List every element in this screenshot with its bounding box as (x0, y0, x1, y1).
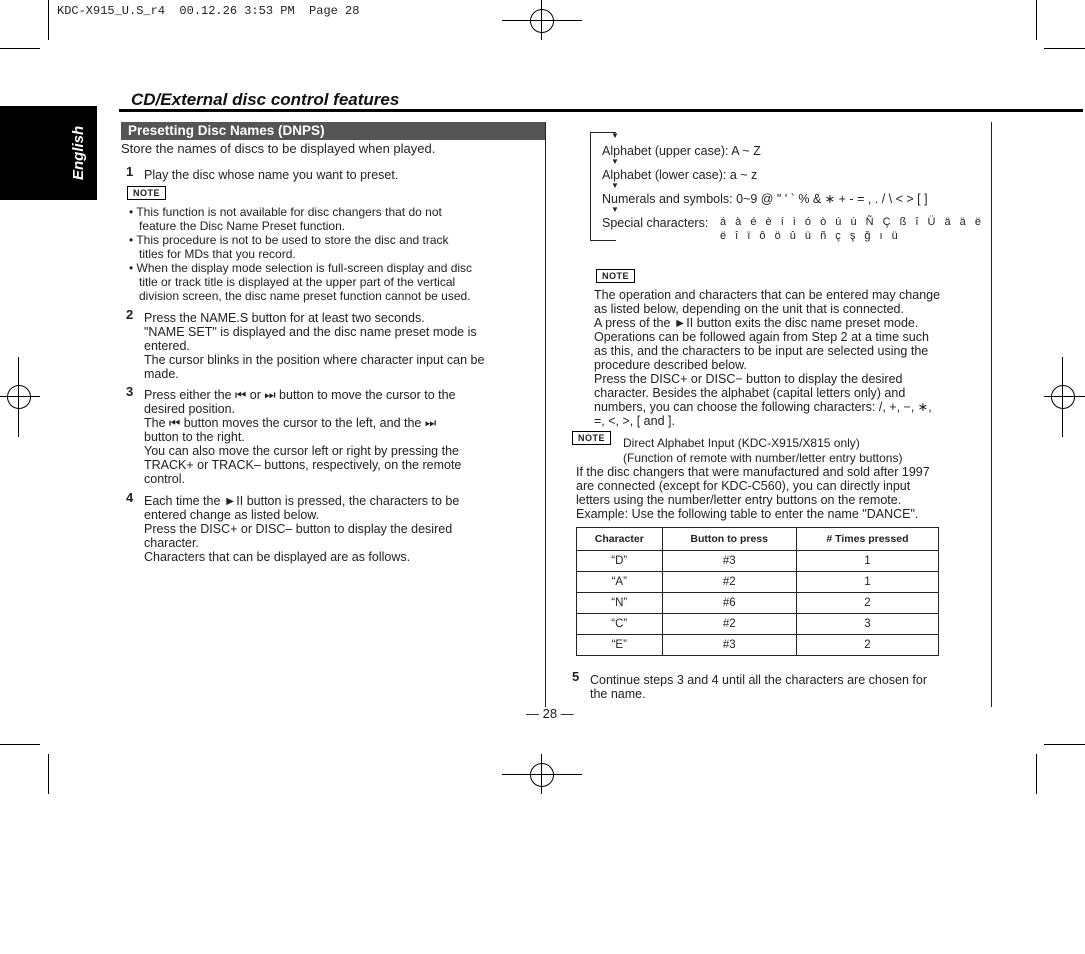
table-row (577, 614, 939, 635)
crop-mark (1044, 48, 1085, 49)
note-line: titles for MDs that you record. (139, 247, 296, 261)
step-4-number: 4 (126, 490, 134, 505)
note-label: NOTE (572, 431, 611, 445)
down-arrow-icon: ▼ (611, 205, 619, 214)
right-margin-rule (991, 122, 992, 707)
crop-mark (1044, 744, 1085, 745)
cycle-lower: Alphabet (lower case): a ~ z (602, 168, 758, 182)
step-2-number: 2 (126, 307, 134, 322)
subsection-title: Presetting Disc Names (DNPS) (128, 123, 325, 138)
step-5-text: Continue steps 3 and 4 until all the characters are chosen for the name. (590, 673, 928, 701)
crop-mark (1036, 0, 1037, 40)
cycle-special-label: Special characters: (602, 216, 709, 230)
table-cell: “A” (577, 572, 663, 593)
table-cell: “E” (577, 635, 663, 656)
table-cell: 2 (796, 593, 938, 614)
table-cell: “N” (577, 593, 663, 614)
table-cell: #3 (662, 635, 796, 656)
note-label: NOTE (127, 186, 166, 200)
crop-mark (0, 48, 40, 49)
table-row (577, 572, 939, 593)
note-bullet: • This procedure is not to be used to store the disc and track (129, 233, 449, 247)
direct-input-text: If the disc changers that were manufactured and sold after 1997 are connected (except for KDC-C560), you can directly input letters using the number/letter entry buttons on the remote. Example: Use the following table to enter the name "DANCE". (576, 465, 930, 521)
table-row (577, 551, 939, 572)
column-divider (545, 122, 546, 707)
crop-mark (0, 744, 40, 745)
table-cell: #2 (662, 614, 796, 635)
table-header-cell: Character (577, 528, 663, 551)
table-cell: #3 (662, 551, 796, 572)
note-bullet: • When the display mode selection is full-screen display and disc (129, 261, 473, 275)
down-arrow-icon: ▼ (611, 181, 619, 190)
intro-text: Store the names of discs to be displayed when played. (121, 141, 436, 156)
down-arrow-icon: ▼ (611, 131, 619, 140)
cycle-special-row2: ë î ï ô ö û ü ñ ç ş ğ ı ü (720, 230, 901, 242)
direct-input-subtitle: (Function of remote with number/letter entry buttons) (623, 451, 903, 465)
note-bullet: • This function is not available for disc changers that do not (129, 205, 442, 219)
cycle-upper: Alphabet (upper case): A ~ Z (602, 144, 761, 158)
table-row (577, 635, 939, 656)
table-cell: “C” (577, 614, 663, 635)
cycle-numerals: Numerals and symbols: 0~9 @ " ' ` % & ∗ + - = , . / \ < > [ ] (602, 192, 928, 206)
direct-input-title: Direct Alphabet Input (KDC-X915/X815 only) (623, 436, 860, 450)
table-cell: #6 (662, 593, 796, 614)
table-cell: 3 (796, 614, 938, 635)
note-line: title or track title is displayed at the upper part of the vertical (139, 275, 456, 289)
cycle-special-row1: á à é è í ì ó ò ú ù Ñ Ç ß î Ü ä ä ë (720, 216, 984, 228)
step-1-number: 1 (126, 164, 134, 179)
table-header-row (577, 528, 939, 551)
title-rule (119, 109, 1083, 112)
section-title: CD/External disc control features (131, 90, 400, 109)
table-cell: #2 (662, 572, 796, 593)
down-arrow-icon: ▼ (611, 157, 619, 166)
note-right-text: The operation and characters that can be entered may change as listed below, depending on the unit that is connected. A press of the ►II button exits the disc name preset mode. Operations can be followed again from Step 2 at a time such as this, and the characters to be input are selected using the procedure described below. Press the DISC+ or DISC− button to display the desired character. Besides the alphabet (capital letters only) and numbers, you can choose the following characters: /, +, −, ∗, =, <, >, [ and ]. (594, 288, 941, 428)
table-cell: 1 (796, 551, 938, 572)
step-4-text: Each time the ►II button is pressed, the characters to be entered change as listed below. Press the DISC+ or DISC– button to display the desired character. Characters that can be displayed are as follows. (144, 494, 460, 564)
note-line: feature the Disc Name Preset function. (139, 219, 346, 233)
step-1-text: Play the disc whose name you want to preset. (144, 168, 399, 182)
table-row (577, 593, 939, 614)
table-cell: “D” (577, 551, 663, 572)
note-line: division screen, the disc name preset function cannot be used. (139, 289, 471, 303)
table-header-cell: Button to press (662, 528, 796, 551)
crop-mark (48, 0, 49, 40)
table-header-cell: # Times pressed (796, 528, 938, 551)
print-header: KDC-X915_U.S_r4 00.12.26 3:53 PM Page 28 (57, 4, 360, 18)
step-3-text: Press either the ⏮ or ⏭ button to move the cursor to the desired position. The ⏮ button moves the cursor to the left, and the ⏭ button to the right. You can also move the cursor left or right by pressing the TRACK+ or TRACK– buttons, respectively, on the remote control. (144, 388, 462, 486)
table-cell: 1 (796, 572, 938, 593)
dance-table (576, 527, 939, 656)
step-5-number: 5 (572, 669, 580, 684)
crop-mark (1036, 754, 1037, 794)
page-number: — 28 — (526, 706, 574, 721)
crop-mark (48, 754, 49, 794)
note-label: NOTE (596, 269, 635, 283)
language-tab-label: English (70, 125, 87, 180)
step-2-text: Press the NAME.S button for at least two seconds. "NAME SET" is displayed and the disc name preset mode is entered. The cursor blinks in the position where character input can be made. (144, 311, 485, 381)
table-cell: 2 (796, 635, 938, 656)
cycle-bracket (590, 132, 591, 241)
step-3-number: 3 (126, 384, 134, 399)
cycle-bracket-bottom (590, 240, 616, 241)
